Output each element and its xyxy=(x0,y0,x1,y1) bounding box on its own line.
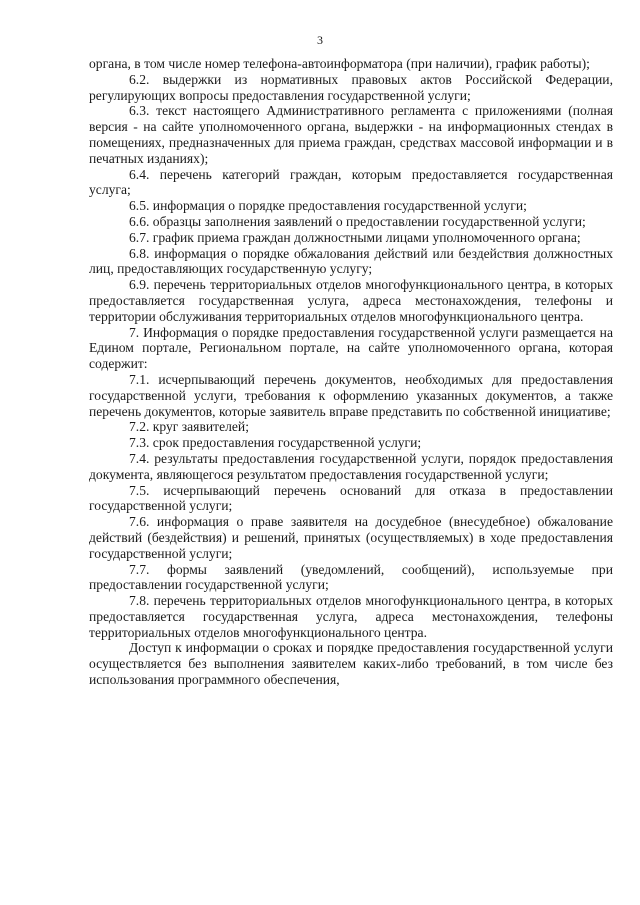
paragraph-6-9: 6.9. перечень территориальных отделов многофункционального центра, в которых предоставляется государственная услуга, адреса местонахождения, телефоны и территории обслуживания территориальных отделов многофункционального центра. xyxy=(89,277,613,324)
paragraph-6-8: 6.8. информация о порядке обжалования действий или бездействия должностных лиц, предоставляющих государственную услугу; xyxy=(89,245,613,277)
paragraph-7-8: 7.8. перечень территориальных отделов многофункционального центра, в которых предоставляется государственная услуга, адреса местонахождения, телефоны территориальных отделов многофункционального центра. xyxy=(89,593,613,640)
paragraph-7-5: 7.5. исчерпывающий перечень оснований для отказа в предоставлении государственной услуги; xyxy=(89,482,613,514)
paragraph-7-4: 7.4. результаты предоставления государственной услуги, порядок предоставления документа, являющегося результатом предоставления государственной услуги; xyxy=(89,450,613,482)
paragraph-6-7: 6.7. график приема граждан должностными лицами уполномоченного органа; xyxy=(129,229,581,245)
paragraph-7-1: 7.1. исчерпывающий перечень документов, необходимых для предоставления государственной услуги, требования к оформлению указанных документов, а также перечень документов, которые заявитель вправе представить по собственной инициативе; xyxy=(89,371,613,419)
paragraph-6-4: 6.4. перечень категорий граждан, которым предоставляется государственная услуга; xyxy=(89,166,613,198)
paragraph-continuation: органа, в том числе номер телефона-автоинформатора (при наличии), график работы); xyxy=(89,56,590,71)
paragraph-6-6: 6.6. образцы заполнения заявлений о предоставлении государственной услуги; xyxy=(129,213,586,229)
paragraph-7-3: 7.3. срок предоставления государственной услуги; xyxy=(129,435,422,451)
paragraph-7-2: 7.2. круг заявителей; xyxy=(129,419,249,435)
paragraph-6-5: 6.5. информация о порядке предоставления государственной услуги; xyxy=(129,198,527,214)
paragraph-7-6: 7.6. информация о праве заявителя на досудебное (внесудебное) обжалование действий (бездействия) и решений, принятых (осуществляемых) в ходе предоставления государственной услуги; xyxy=(89,514,613,561)
paragraph-6-3: 6.3. текст настоящего Административного регламента с приложениями (полная версия - на сайте уполномоченного органа, выдержки - на информационных стендах в помещениях, предназначенных для приема граждан, средствах массовой информации и в печатных изданиях); xyxy=(89,103,613,166)
document-body xyxy=(89,56,613,688)
paragraph-7-7: 7.7. формы заявлений (уведомлений, сообщений), используемые при предоставлении государственной услуги; xyxy=(89,561,613,593)
paragraph-7: 7. Информация о порядке предоставления государственной услуги размещается на Едином портале, Региональном портале, на сайте уполномоченного органа, которая содержит: xyxy=(89,324,613,372)
page-number: 3 xyxy=(317,33,323,47)
paragraph-6-2: 6.2. выдержки из нормативных правовых актов Российской Федерации, регулирующих вопросы предоставления государственной услуги; xyxy=(89,71,613,103)
paragraph-access: Доступ к информации о сроках и порядке предоставления государственной услуги осуществляется без выполнения заявителем каких-либо требований, в том числе без использования программного обеспечения, xyxy=(89,640,613,688)
